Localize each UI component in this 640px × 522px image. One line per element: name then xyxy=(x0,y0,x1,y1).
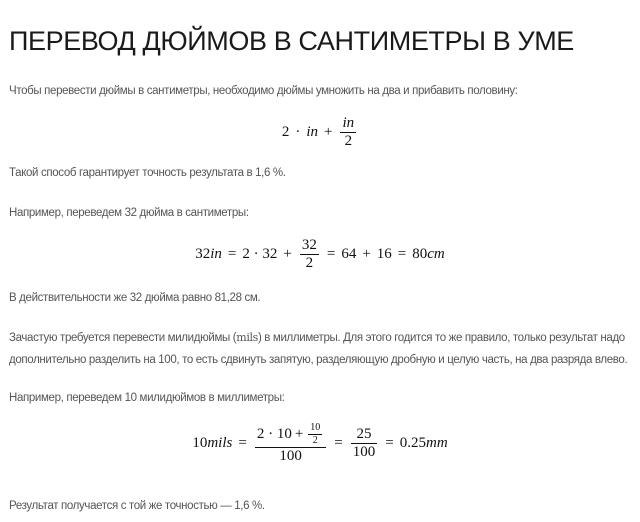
formula-operator: + xyxy=(324,124,333,140)
formula-operator: + xyxy=(283,246,292,262)
conclusion-paragraph: Результат получается с той же точностью — 1,6 %. xyxy=(9,500,265,512)
formula-operator: = xyxy=(326,246,336,262)
fraction-denominator: 2 xyxy=(312,435,318,446)
fraction-denominator: 2 xyxy=(305,255,314,271)
example-32-paragraph: Например, переведем 32 дюйма в сантиметры: xyxy=(9,207,249,219)
fraction-numerator: 32 xyxy=(301,237,317,253)
formula-lhs xyxy=(192,435,232,452)
formula-number: 80 xyxy=(412,246,428,262)
mils-rule-paragraph: дополнительно разделить на 100, то есть сдвинуть запятую, разделяющую дробную и целую часть, на два разряда влево. xyxy=(9,354,628,366)
fraction-denominator: 100 xyxy=(352,444,376,460)
formula-lhs xyxy=(195,246,222,263)
actual-value-paragraph: В действительности же 32 дюйма равно 81,28 см. xyxy=(9,292,261,304)
fraction-numerator: 10 xyxy=(310,422,321,433)
formula-unit: in xyxy=(210,246,222,262)
formula-operator: + xyxy=(362,246,371,262)
intro-paragraph: Чтобы перевести дюймы в сантиметры, необходимо дюймы умножить на два и прибавить половину: xyxy=(9,85,518,97)
fraction-numerator xyxy=(255,423,326,446)
formula-term: 16 xyxy=(376,246,392,262)
formula-operator: = xyxy=(238,435,247,451)
mils-term: mils xyxy=(236,331,258,344)
nested-fraction xyxy=(308,423,322,446)
mils-intro-paragraph xyxy=(9,327,625,349)
formula-term: 2 · 10 xyxy=(256,426,292,442)
formula-10-mils xyxy=(0,423,640,464)
formula-term: 2 · 32 xyxy=(242,246,278,262)
text-segment: Зачастую требуется перевести милидюймы ( xyxy=(9,332,237,344)
formula-operator: + xyxy=(294,426,304,442)
accuracy-paragraph: Такой способ гарантирует точность результата в 1,6 %. xyxy=(9,167,286,179)
formula-variable: in xyxy=(306,124,319,140)
formula-fraction xyxy=(340,116,356,149)
formula-term: 64 xyxy=(341,246,357,262)
example-mils-paragraph: Например, переведем 10 милидюймов в миллиметры: xyxy=(9,392,285,404)
formula-number: 0.25 xyxy=(399,435,426,451)
formula-fraction xyxy=(255,423,326,464)
fraction-denominator: 100 xyxy=(279,448,302,464)
fraction-numerator: 25 xyxy=(356,426,372,442)
formula-number: 10 xyxy=(192,435,208,451)
formula-operator: = xyxy=(385,435,394,451)
formula-unit: mm xyxy=(425,435,448,451)
formula-number: 32 xyxy=(195,246,211,262)
formula-32-inches xyxy=(0,238,640,271)
formula-number: 2 xyxy=(281,124,290,140)
formula-inches-to-cm xyxy=(0,116,640,149)
formula-operator: = xyxy=(227,246,237,262)
fraction-numerator: in xyxy=(342,115,355,131)
formula-unit: mils xyxy=(207,435,233,451)
page-title: ПЕРЕВОД ДЮЙМОВ В САНТИМЕТРЫ В УМЕ xyxy=(9,26,574,56)
formula-result xyxy=(412,246,445,263)
formula-operator: · xyxy=(295,124,301,140)
formula-fraction xyxy=(351,427,378,460)
formula-operator: = xyxy=(334,435,343,451)
fraction-denominator: 2 xyxy=(344,133,353,149)
formula-fraction xyxy=(300,238,319,271)
formula-result xyxy=(400,435,448,452)
formula-operator: = xyxy=(397,246,407,262)
text-segment: ) в миллиметры. Для этого годится то же правило, только результат надо xyxy=(257,332,625,344)
formula-unit: cm xyxy=(427,246,445,262)
